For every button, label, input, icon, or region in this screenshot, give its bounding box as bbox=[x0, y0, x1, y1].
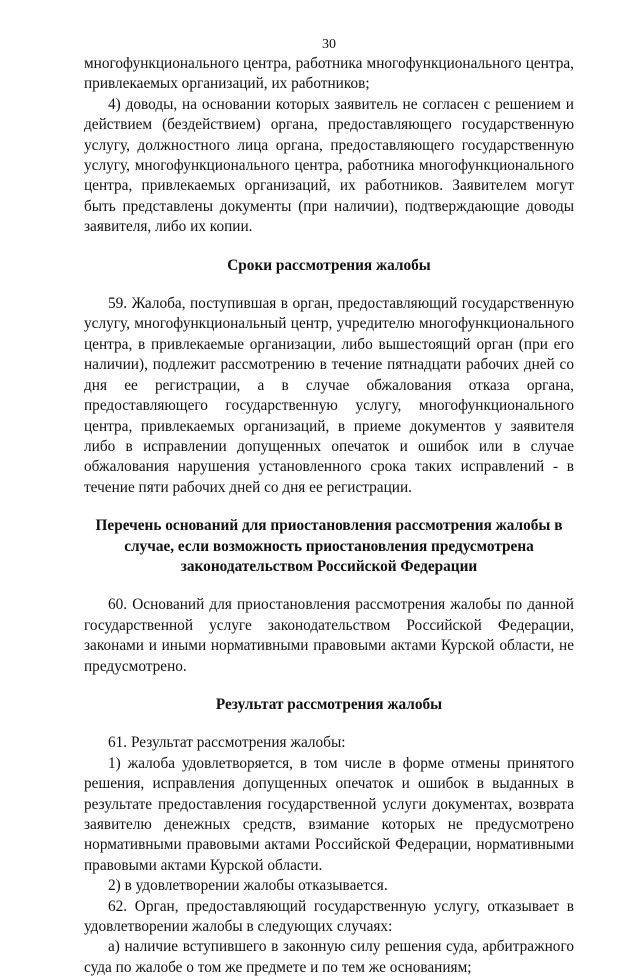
spacer bbox=[84, 498, 574, 516]
spacer bbox=[84, 238, 574, 256]
spacer bbox=[84, 276, 574, 294]
spacer bbox=[84, 715, 574, 733]
paragraph-61-item-2: 2) в удовлетворении жалобы отказывается. bbox=[108, 877, 388, 895]
page-number: 30 bbox=[322, 37, 336, 52]
list-item-4: 4) доводы, на основании которых заявитель не согласен с решением и действием (бездействием) органа, предоставляющего государственную услугу, должностного лица органа, предоставляющего государственную услугу, многофункционального центра, работника многофункционального центра, привлекаемых организаций, их работников. Заявителем могут быть представлены документы (при наличии), подтверждающие доводы заявителя, либо их копии. bbox=[84, 95, 574, 236]
document-page bbox=[84, 36, 574, 978]
paragraph-62-item-a: а) наличие вступившего в законную силу решения суда, арбитражного суда по жалобе о том же предмете и по тем же основаниям; bbox=[84, 938, 574, 976]
section-heading-result: Результат рассмотрения жалобы bbox=[215, 695, 443, 713]
section-heading-deadlines: Сроки рассмотрения жалобы bbox=[227, 256, 431, 274]
paragraph-59: 59. Жалоба, поступившая в орган, предоставляющий государственную услугу, многофункциональный центр, учредителю многофункционального центра, в привлекаемые организации, либо вышестоящий орган (при его наличии), подлежит рассмотрению в течение пятнадцати рабочих дней со дня ее регистрации, а в случае обжалования отказа органа, предоставляющего государственную услугу, многофункционального центра, привлекаемых организаций, в приеме документов у заявителя либо в исправлении допущенных опечаток и ошибок или в случае обжалования нарушения установленного срока таких исправлений - в течение пяти рабочих дней со дня ее регистрации. bbox=[84, 295, 574, 496]
spacer bbox=[84, 577, 574, 595]
paragraph-61-item-1: 1) жалоба удовлетворяется, в том числе в форме отмены принятого решения, исправления допущенных опечаток и ошибок в выданных в результате предоставления государственной услуги документах, возврата заявителю денежных средств, взимание которых не предусмотрено нормативными правовыми актами Российской Федерации, нормативными правовыми актами Курской области. bbox=[84, 754, 574, 874]
paragraph-60: 60. Оснований для приостановления рассмотрения жалобы по данной государственной услуге законодательством Российской Федерации, законами и иными нормативными правовыми актами Курской области, не предусмотрено. bbox=[84, 596, 574, 675]
paragraph-62: 62. Орган, предоставляющий государственную услугу, отказывает в удовлетворении жалобы в следующих случаях: bbox=[84, 897, 574, 936]
paragraph-61: 61. Результат рассмотрения жалобы: bbox=[108, 734, 346, 752]
spacer bbox=[84, 677, 574, 695]
continued-paragraph: многофункционального центра, работника многофункционального центра, привлекаемых организаций, их работников; bbox=[84, 55, 574, 93]
section-heading-suspension: Перечень оснований для приостановления рассмотрения жалобы в случае, если возможность приостановления предусмотрена законодательством Российской Федерации bbox=[95, 517, 563, 575]
